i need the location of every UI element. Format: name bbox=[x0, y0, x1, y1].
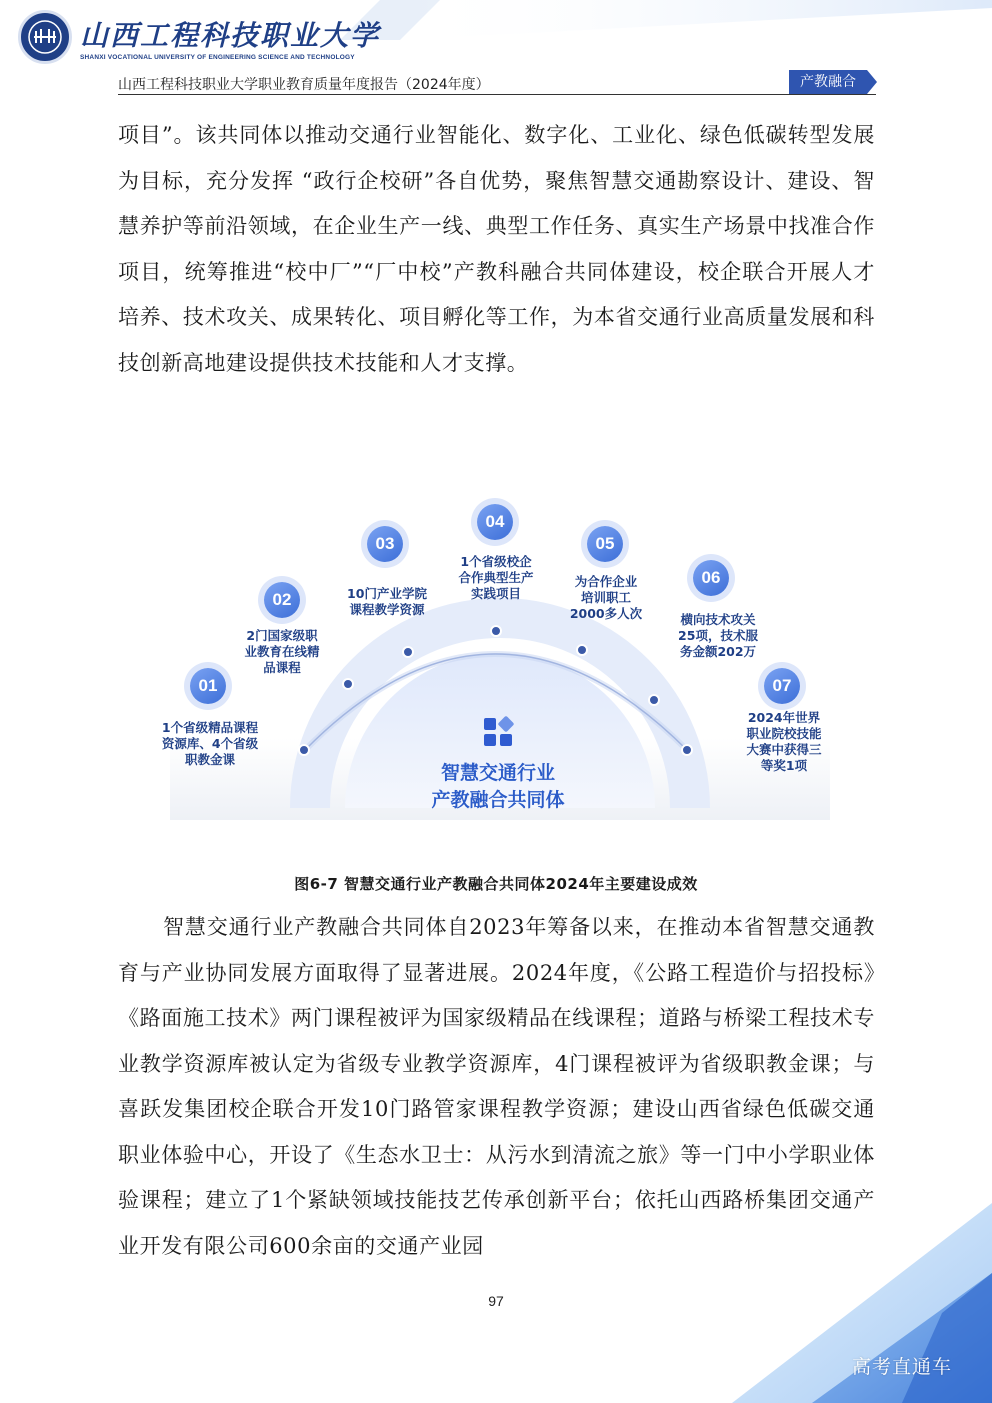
item-04-line-3: 实践项目 bbox=[470, 586, 521, 601]
item-06-line-2: 25项，技术服 bbox=[678, 628, 758, 643]
item-02-line-1: 2门国家级职 bbox=[246, 628, 318, 643]
item-03-badge: 03 bbox=[367, 526, 403, 562]
center-title-line-2: 产教融合共同体 bbox=[431, 789, 565, 811]
item-01-line-3: 职教金课 bbox=[184, 752, 235, 767]
watermark-text: 高考直通车 bbox=[852, 1356, 953, 1378]
logo-chinese-name: 山西工程科技职业大学 bbox=[80, 18, 381, 52]
item-02-badge: 02 bbox=[264, 582, 300, 618]
figure-caption: 图6-7 智慧交通行业产教融合共同体2024年主要建设成效 bbox=[294, 875, 698, 893]
item-07-text bbox=[730, 710, 838, 774]
item-07-line-2: 职业院校技能 bbox=[746, 726, 822, 741]
item-04-line-1: 1个省级校企 bbox=[460, 554, 532, 569]
center-title-line-1: 智慧交通行业 bbox=[440, 762, 555, 784]
item-07-line-1: 2024年世界 bbox=[747, 710, 821, 725]
university-logo bbox=[18, 10, 380, 64]
item-04-badge: 04 bbox=[477, 504, 513, 540]
item-02-line-3: 品课程 bbox=[263, 660, 301, 675]
item-06-line-1: 横向技术攻关 bbox=[680, 612, 756, 627]
item-05-text bbox=[554, 574, 658, 622]
item-03-text bbox=[332, 586, 442, 618]
item-07-line-3: 大赛中获得三 bbox=[746, 742, 822, 757]
item-01-line-1: 1个省级精品课程 bbox=[161, 720, 259, 735]
section-tag-label: 产教融合 bbox=[800, 74, 856, 90]
logo-english-name: SHANXI VOCATIONAL UNIVERSITY OF ENGINEERING SCIENCE AND TECHNOLOGY bbox=[80, 53, 355, 61]
item-05-line-1: 为合作企业 bbox=[574, 574, 638, 589]
item-01-line-2: 资源库、4个省级 bbox=[161, 736, 259, 751]
item-07-badge: 07 bbox=[764, 668, 800, 704]
item-06-line-3: 务金额202万 bbox=[679, 644, 757, 659]
item-02-text bbox=[232, 628, 332, 676]
item-05-line-3: 2000多人次 bbox=[569, 606, 643, 621]
figure-center-title bbox=[388, 760, 608, 814]
item-04-text bbox=[444, 554, 548, 602]
section-tag bbox=[789, 70, 877, 94]
item-03-line-1: 10门产业学院 bbox=[347, 586, 427, 601]
page-number: 97 bbox=[488, 1293, 504, 1309]
item-06-badge: 06 bbox=[693, 560, 729, 596]
item-02-line-2: 业教育在线精 bbox=[244, 644, 320, 659]
running-head: 山西工程科技职业大学职业教育质量年度报告（2024年度） bbox=[118, 77, 490, 93]
item-03-line-2: 课程教学资源 bbox=[349, 602, 425, 617]
item-01-text bbox=[150, 720, 270, 768]
university-emblem-icon bbox=[18, 10, 72, 64]
item-07-line-4: 等奖1项 bbox=[760, 758, 808, 773]
body-paragraph-2: 智慧交通行业产教融合共同体自2023年筹备以来，在推动本省智慧交通教育与产业协同发展方面取得了显著进展。2024年度，《公路工程造价与招投标》《路面施工技术》两门课程被评为国家级精品在线课程；道路与桥梁工程技术专业教学资源库被认定为省级专业教学资源库，4门课程被评为省级职教金课；与喜跃发集团校企联合开发10门路管家课程教学资源；建设山西省绿色低碳交通职业体验中心，开设了《生态水卫士：从污水到清流之旅》等一门中小学职业体验课程；建立了1个紧缺领域技能技艺传承创新平台；依托山西路桥集团交通产业开发有限公司600余亩的交通产业园 bbox=[118, 915, 875, 1258]
item-01-badge: 01 bbox=[190, 668, 226, 704]
item-04-line-2: 合作典型生产 bbox=[458, 570, 534, 585]
achievement-figure bbox=[160, 488, 840, 828]
header-rule bbox=[118, 94, 876, 95]
item-05-line-2: 培训职工 bbox=[580, 590, 631, 605]
item-06-text bbox=[658, 612, 778, 660]
grid-apps-icon bbox=[482, 716, 514, 748]
item-05-badge: 05 bbox=[587, 526, 623, 562]
body-paragraph-1: 项目”。该共同体以推动交通行业智能化、数字化、工业化、绿色低碳转型发展为目标，充分发挥 “政行企校研”各自优势，聚焦智慧交通勘察设计、建设、智慧养护等前沿领域，在企业生产一线、典型工作任务、真实生产场景中找准合作项目，统筹推进“校中厂”“厂中校”产教科融合共同体建设，校企联合开展人才培养、技术攻关、成果转化、项目孵化等工作，为本省交通行业高质量发展和科技创新高地建设提供技术技能和人才支撑。 bbox=[118, 123, 875, 375]
